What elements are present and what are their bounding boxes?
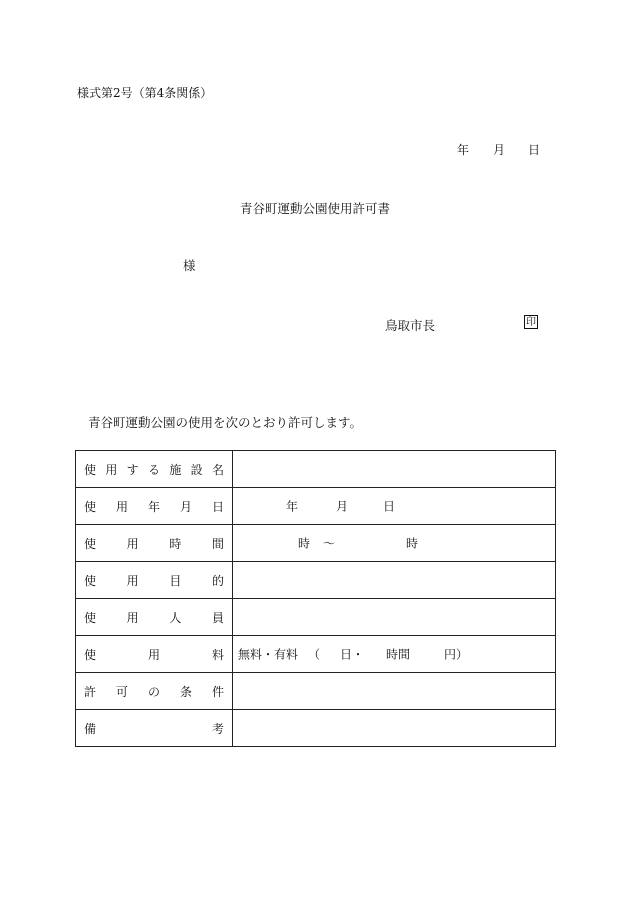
- value-purpose[interactable]: [233, 562, 556, 599]
- label-char: 使: [84, 536, 97, 551]
- use-month: 月: [336, 499, 349, 514]
- value-facility[interactable]: [233, 451, 556, 488]
- label-char: る: [147, 462, 160, 477]
- date-month: 月: [493, 143, 506, 157]
- time-start-hour: 時: [298, 536, 311, 551]
- label-char: 使: [84, 573, 97, 588]
- label-char: 施: [169, 462, 182, 477]
- use-day: 日: [383, 499, 396, 514]
- row-label-remarks: [76, 710, 233, 747]
- row-label-date: [76, 488, 233, 525]
- issuer-name: 鳥取市長: [385, 318, 436, 333]
- table-row: [76, 525, 556, 562]
- value-remarks[interactable]: [233, 710, 556, 747]
- label-char: 可: [115, 684, 128, 699]
- fee-yen: 円）: [444, 647, 469, 662]
- fee-open-paren: （: [308, 647, 321, 662]
- table-row: [76, 562, 556, 599]
- table-row: [76, 636, 556, 673]
- table-row: [76, 710, 556, 747]
- label-char: 人: [169, 610, 182, 625]
- table-row: [76, 488, 556, 525]
- form-number: 様式第2号（第4条関係）: [77, 86, 213, 100]
- label-char: 月: [179, 499, 192, 514]
- fee-hours: 時間: [386, 647, 411, 662]
- label-char: 日: [211, 499, 224, 514]
- label-char: 的: [211, 573, 224, 588]
- label-char: 使: [84, 647, 97, 662]
- label-char: 用: [126, 610, 139, 625]
- table-row: [76, 451, 556, 488]
- addressee-suffix: 様: [183, 258, 196, 273]
- label-char: 備: [84, 721, 97, 736]
- seal-mark: 印: [526, 317, 536, 328]
- label-char: 設: [190, 462, 203, 477]
- label-char: 用: [126, 536, 139, 551]
- label-char: 員: [211, 610, 224, 625]
- value-people[interactable]: [233, 599, 556, 636]
- row-label-purpose: [76, 562, 233, 599]
- value-conditions[interactable]: [233, 673, 556, 710]
- intro-text: 青谷町運動公園の使用を次のとおり許可します。: [88, 415, 363, 430]
- label-char: 目: [169, 573, 182, 588]
- fee-days: 日・: [340, 647, 365, 662]
- label-char: 用: [126, 573, 139, 588]
- label-char: 条: [179, 684, 192, 699]
- label-char: 考: [211, 721, 224, 736]
- value-fee[interactable]: [233, 636, 556, 673]
- use-year: 年: [286, 499, 299, 514]
- value-date[interactable]: [233, 488, 556, 525]
- date-year: 年: [457, 143, 470, 157]
- value-time[interactable]: [233, 525, 556, 562]
- label-char: 使: [84, 610, 97, 625]
- label-char: 許: [84, 684, 97, 699]
- label-char: 時: [169, 536, 182, 551]
- time-end-hour: 時: [406, 536, 419, 551]
- label-char: 用: [147, 647, 160, 662]
- label-char: 料: [211, 647, 224, 662]
- row-label-conditions: [76, 673, 233, 710]
- date-day: 日: [528, 143, 541, 157]
- label-char: 使: [84, 499, 97, 514]
- table-row: [76, 599, 556, 636]
- label-char: 用: [115, 499, 128, 514]
- table-row: [76, 673, 556, 710]
- label-char: 使: [84, 462, 97, 477]
- label-char: 用: [105, 462, 118, 477]
- row-label-facility: [76, 451, 233, 488]
- label-char: す: [126, 462, 139, 477]
- label-char: の: [147, 684, 160, 699]
- label-char: 名: [211, 462, 224, 477]
- label-char: 年: [147, 499, 160, 514]
- label-char: 件: [211, 684, 224, 699]
- time-tilde: ～: [323, 536, 336, 551]
- row-label-time: [76, 525, 233, 562]
- fee-type: 無料・有料: [238, 647, 299, 662]
- row-label-people: [76, 599, 233, 636]
- document-title: 青谷町運動公園使用許可書: [239, 201, 390, 216]
- row-label-fee: [76, 636, 233, 673]
- permit-table: [75, 450, 556, 747]
- label-char: 間: [211, 536, 224, 551]
